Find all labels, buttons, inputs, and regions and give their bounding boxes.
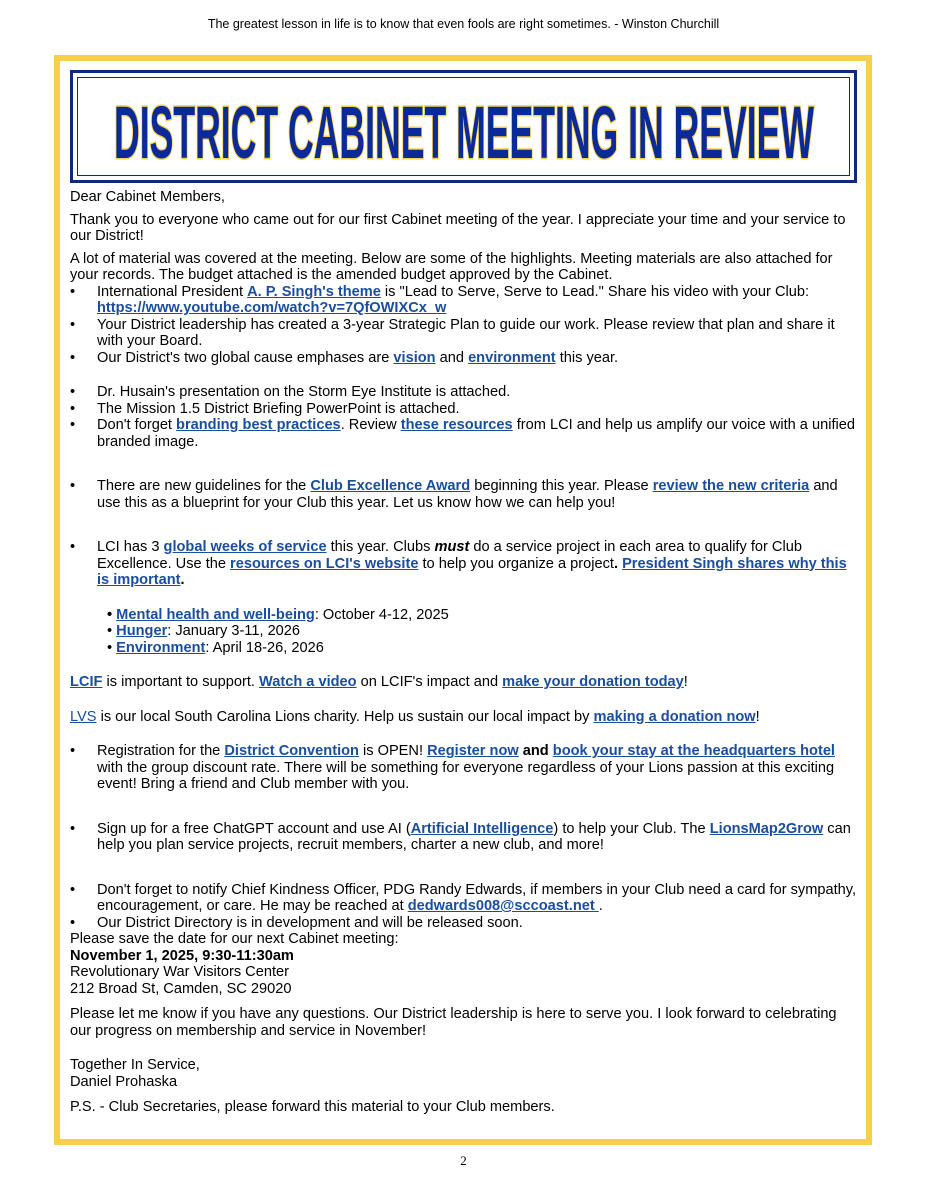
title-banner xyxy=(70,70,857,183)
list-item: • Registration for the District Convention is OPEN! Register now and book your stay at the headquarters hotel with the group discount rate. There will be something for everyone regardless of your Lions passion at this exciting event! Bring a friend and Club member with you. xyxy=(70,743,858,793)
list-item: • Sign up for a free ChatGPT account and use AI (Artificial Intelligence) to help your Club. The LionsMap2Grow can help you plan service projects, recruit members, charter a new club, and more! xyxy=(70,821,858,854)
lionsmap2grow-link[interactable]: LionsMap2Grow xyxy=(709,820,824,837)
hunger-link[interactable]: Hunger xyxy=(116,623,168,639)
highlights-list-5 xyxy=(70,743,858,793)
signoff: Together In Service, xyxy=(70,1057,200,1073)
lcif-paragraph: LCIF is important to support. Watch a video on LCIF's impact and make your donation today! xyxy=(70,674,688,690)
hotel-link[interactable]: book your stay at the headquarters hotel xyxy=(552,743,835,759)
list-item: • Dr. Husain's presentation on the Storm Eye Institute is attached. xyxy=(70,384,858,401)
page-quote: The greatest lesson in life is to know that even fools are right sometimes. - Winston Churchill xyxy=(207,17,720,31)
watch-video-link[interactable]: Watch a video xyxy=(259,674,357,690)
list-item: • The Mission 1.5 District Briefing PowerPoint is attached. xyxy=(70,401,858,418)
letter-body xyxy=(70,189,858,1116)
criteria-link[interactable]: review the new criteria xyxy=(652,478,810,494)
list-item: • Our District's two global cause emphases are vision and environment this year. xyxy=(70,350,858,367)
president-singh-link[interactable]: President Singh shares why this is important xyxy=(97,555,847,588)
environment-link[interactable]: environment xyxy=(468,349,556,366)
list-item: • LCI has 3 global weeks of service this year. Clubs must do a service project in each area to qualify for Club Excellence. Use the resources on LCI's website to help you organize a project. President Singh shares why this is important. xyxy=(70,539,858,589)
environment-week-link[interactable]: Environment xyxy=(116,639,206,656)
venue: Revolutionary War Visitors Center xyxy=(70,964,289,980)
list-item: • Environment: April 18-26, 2026 xyxy=(107,639,324,656)
weeks-of-service-link[interactable]: global weeks of service xyxy=(163,539,327,555)
list-item: • Our District Directory is in development and will be released soon. xyxy=(70,915,858,932)
branding-link[interactable]: branding best practices xyxy=(176,417,341,433)
list-item: • Don't forget branding best practices. Review these resources from LCI and help us amplify our voice with a unified branded image. xyxy=(70,417,858,450)
closing-paragraph: Please let me know if you have any questions. Our District leadership is here to serve you. I look forward to celebrating our progress on membership and service in November! xyxy=(70,1006,837,1039)
youtube-link[interactable]: https://www.youtube.com/watch?v=7QfOWIXCx_w xyxy=(97,300,447,316)
list-item: • Your District leadership has created a 3-year Strategic Plan to guide our work. Please review that plan and share it with your Board. xyxy=(70,317,858,350)
thanks-paragraph: Thank you to everyone who came out for our first Cabinet meeting of the year. I appreciate your time and your service to our District! xyxy=(70,211,846,244)
highlights-list-1 xyxy=(70,284,858,367)
register-link[interactable]: Register now xyxy=(427,743,519,759)
lvs-donation-link[interactable]: making a donation now xyxy=(593,708,756,725)
address: 212 Broad St, Camden, SC 29020 xyxy=(70,980,292,997)
highlights-list-2 xyxy=(70,384,858,450)
club-excellence-link[interactable]: Club Excellence Award xyxy=(310,478,471,494)
page-number: 2 xyxy=(460,1153,467,1168)
newsletter-frame xyxy=(54,55,872,1145)
list-item: • Hunger: January 3-11, 2026 xyxy=(107,623,301,639)
save-date-text: Please save the date for our next Cabinet meeting: xyxy=(70,931,399,947)
highlights-list-4 xyxy=(70,539,858,589)
resources-link[interactable]: these resources xyxy=(400,417,513,433)
theme-link[interactable]: A. P. Singh's theme xyxy=(247,283,381,300)
list-item: • International President A. P. Singh's theme is "Lead to Serve, Serve to Lead." Share his video with your Club: https://www.youtube.com/watch?v=7QfOWIXCx_w xyxy=(70,284,858,317)
list-item: • There are new guidelines for the Club Excellence Award beginning this year. Please review the new criteria and use this as a blueprint for your Club this year. Let us know how we can help you! xyxy=(70,478,858,511)
weeks-of-service-list xyxy=(70,607,858,657)
list-item: • Don't forget to notify Chief Kindness Officer, PDG Randy Edwards, if members in your Club need a card for sympathy, encouragement, or care. He may be reached at dedwards008@sccoast.net . xyxy=(70,882,858,915)
lcif-link[interactable]: LCIF xyxy=(70,674,103,690)
banner-title-graphic xyxy=(78,78,850,176)
lvs-link[interactable]: LVS xyxy=(70,708,97,725)
convention-link[interactable]: District Convention xyxy=(224,743,359,759)
donation-link[interactable]: make your donation today xyxy=(502,674,684,690)
list-item: • Mental health and well-being: October 4-12, 2025 xyxy=(107,606,449,623)
highlights-list-3 xyxy=(70,478,858,511)
intro-paragraph: A lot of material was covered at the meeting. Below are some of the highlights. Meeting materials are also attached for your records. The budget attached is the amended budget approved by the Cabinet. xyxy=(70,250,833,283)
email-link[interactable]: dedwards008@sccoast.net xyxy=(407,898,599,914)
greeting: Dear Cabinet Members, xyxy=(70,189,225,205)
meeting-date: November 1, 2025, 9:30-11:30am xyxy=(70,947,294,964)
highlights-list-7 xyxy=(70,882,858,932)
ai-link[interactable]: Artificial Intelligence xyxy=(410,820,554,837)
signer-name: Daniel Prohaska xyxy=(70,1073,178,1090)
mental-health-link[interactable]: Mental health and well-being xyxy=(116,606,315,623)
postscript: P.S. - Club Secretaries, please forward this material to your Club members. xyxy=(70,1099,555,1115)
lvs-paragraph: LVS is our local South Carolina Lions charity. Help us sustain our local impact by making a donation now! xyxy=(70,708,760,725)
banner-title: DISTRICT CABINET MEETING IN REVIEW xyxy=(114,91,815,174)
vision-link[interactable]: vision xyxy=(393,349,436,366)
lci-resources-link[interactable]: resources on LCI's website xyxy=(230,555,419,572)
highlights-list-6 xyxy=(70,821,858,854)
